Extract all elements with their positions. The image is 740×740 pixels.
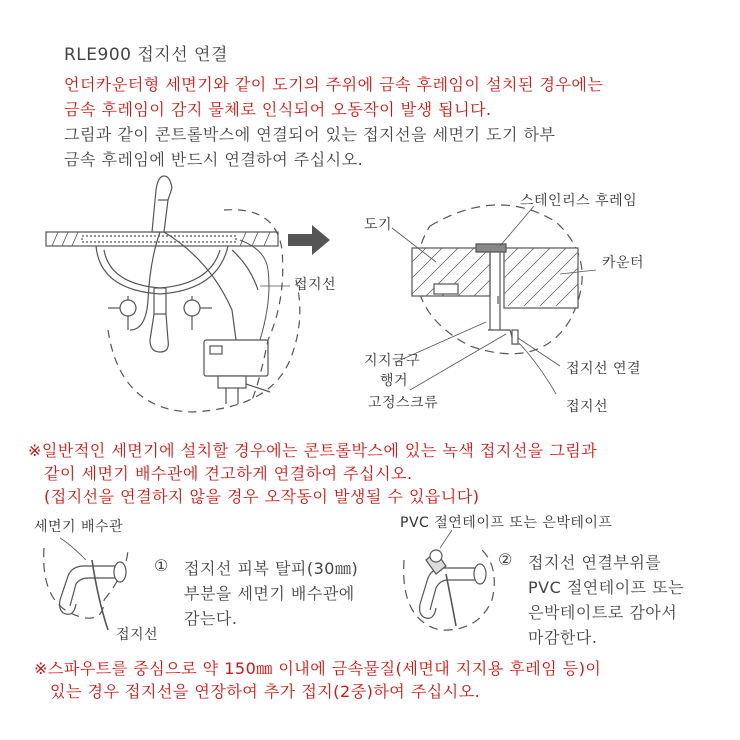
step2-line-3: 은박테이트로 감아서 (528, 603, 678, 622)
step2-line-2: PVC 절연테이프 또는 (528, 578, 685, 597)
stainless-frame-label: 스테인리스 후레임 (520, 193, 638, 209)
warning-line-2: 금속 후레임이 감지 물체로 인식되어 오동작이 발생 됩니다. (64, 100, 492, 119)
instruction-line-1: 그림과 같이 콘트롤박스에 연결되어 있는 접지선을 세면기 도기 하부 (64, 125, 556, 144)
step1-wire-label: 접지선 (116, 627, 159, 643)
drain-pipe-label: 세면기 배수관 (34, 519, 124, 535)
tape-label: PVC 절연테이프 또는 은박테이프 (400, 515, 613, 531)
note2-line-1: ※스파우트를 중심으로 약 150㎜ 이내에 금속물질(세면대 지지용 후레임 등)이 (34, 659, 602, 678)
ground-connection-label: 접지선 연결 (566, 361, 642, 377)
ground-wire-label: 접지선 (294, 277, 337, 293)
step2-line-4: 마감한다. (528, 628, 598, 647)
warning-line-1: 언더카운터형 세면기와 같이 도기의 주위에 금속 후레임이 설치된 경우에는 (64, 75, 604, 94)
step2-number: ② (498, 550, 513, 569)
hanger-label: 행거 (380, 373, 409, 389)
ceramic-label: 도기 (364, 217, 393, 233)
note1-line-3: (접지선을 연결하지 않을 경우 오작동이 발생될 수 있읍니다) (44, 487, 480, 506)
bracket-label: 지지금구 (364, 353, 421, 369)
step1-line-1: 접지선 피복 탈피(30㎜) (184, 559, 359, 578)
fixing-screw-label: 고정스크류 (368, 395, 439, 411)
note1-line-1: ※일반적인 세면기에 설치할 경우에는 콘트롤박스에 있는 녹색 접지선을 그림과 (28, 441, 598, 460)
instruction-line-2: 금속 후레임에 반드시 연결하여 주십시오. (64, 150, 364, 169)
note1-line-2: 같이 세면기 배수관에 견고하게 연결하여 주십시오. (44, 464, 413, 483)
step1-line-3: 감는다. (184, 609, 238, 628)
note2-line-2: 있는 경우 접지선을 연장하여 추가 접지(2중)하여 주십시오. (50, 682, 481, 701)
step2-line-1: 접지선 연결부위를 (528, 553, 662, 572)
page-title: RLE900 접지선 연결 (64, 45, 228, 65)
ground-wire-label-2: 접지선 (566, 399, 609, 415)
step1-number: ① (154, 556, 169, 575)
counter-label: 카운터 (602, 255, 645, 271)
step1-line-2: 부분을 세면기 배수관에 (184, 584, 355, 603)
